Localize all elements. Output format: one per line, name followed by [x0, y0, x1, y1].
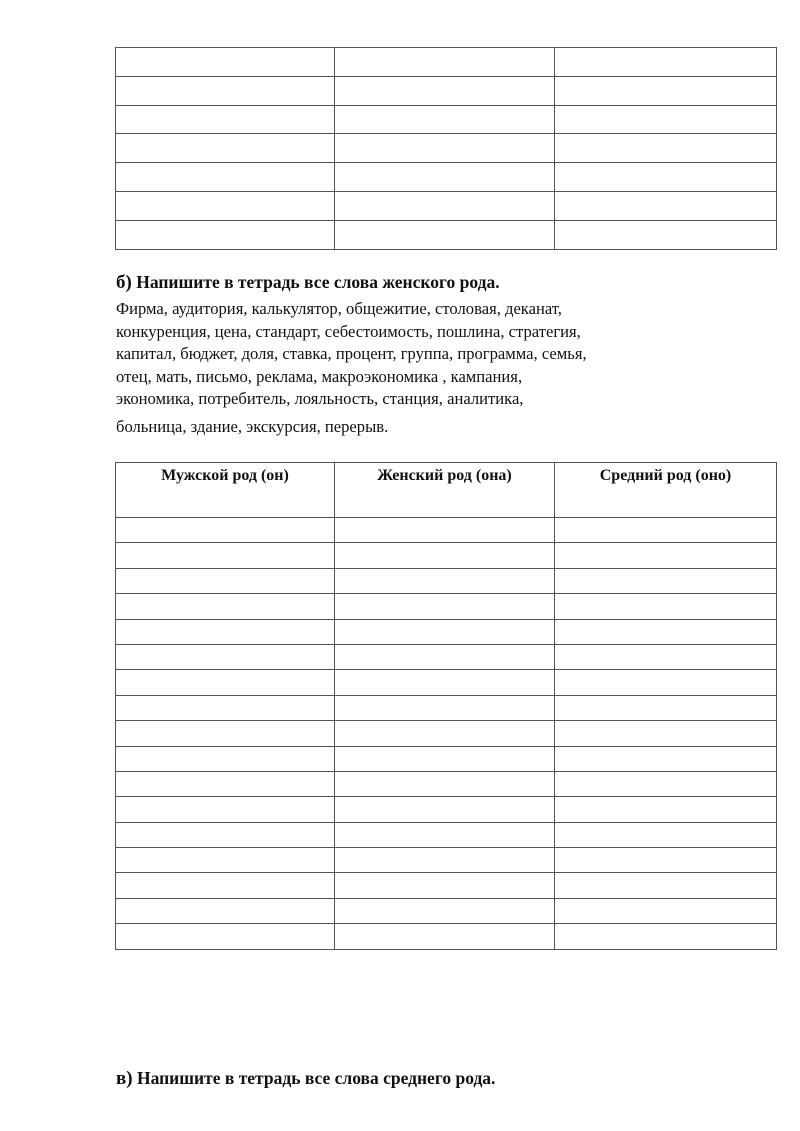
table-row — [116, 594, 777, 619]
table-row — [116, 76, 777, 105]
section-v-title: Напишите в тетрадь все слова среднего рода. — [136, 1068, 496, 1088]
table-cell[interactable] — [335, 191, 555, 220]
table-cell[interactable] — [335, 76, 555, 105]
table-cell[interactable] — [555, 134, 777, 163]
table-row — [116, 220, 777, 249]
table-cell[interactable] — [555, 518, 777, 543]
table-cell[interactable] — [335, 644, 555, 669]
table-cell[interactable] — [116, 797, 335, 822]
table-cell[interactable] — [116, 695, 335, 720]
section-v-letter: в) — [116, 1068, 133, 1089]
table-cell[interactable] — [555, 594, 777, 619]
table-cell[interactable] — [116, 619, 335, 644]
table-cell[interactable] — [335, 924, 555, 949]
section-b-heading — [116, 272, 500, 294]
table-cell[interactable] — [335, 695, 555, 720]
table-cell[interactable] — [116, 163, 335, 192]
table-cell[interactable] — [335, 48, 555, 77]
table-cell[interactable] — [116, 873, 335, 898]
table-row — [116, 670, 777, 695]
table-row — [116, 924, 777, 949]
section-b-title: Напишите в тетрадь все слова женского рода. — [136, 272, 500, 292]
word-line: Фирма, аудитория, калькулятор, общежитие, столовая, деканат, — [116, 299, 562, 318]
section-b-letter: б) — [116, 272, 132, 293]
table-row — [116, 848, 777, 873]
table-cell[interactable] — [116, 746, 335, 771]
table-cell[interactable] — [116, 822, 335, 847]
table-cell[interactable] — [116, 220, 335, 249]
table-cell[interactable] — [555, 163, 777, 192]
table-cell[interactable] — [555, 191, 777, 220]
table-cell[interactable] — [116, 898, 335, 923]
table-cell[interactable] — [555, 76, 777, 105]
table-cell[interactable] — [335, 543, 555, 568]
table-cell[interactable] — [555, 797, 777, 822]
table-cell[interactable] — [335, 670, 555, 695]
table-cell[interactable] — [335, 568, 555, 593]
table-cell[interactable] — [335, 771, 555, 796]
table-cell[interactable] — [555, 568, 777, 593]
table-cell[interactable] — [335, 594, 555, 619]
table-cell[interactable] — [116, 594, 335, 619]
table-row — [116, 163, 777, 192]
top-table-body — [116, 48, 777, 250]
section-v-heading — [116, 1068, 495, 1090]
table-cell[interactable] — [116, 134, 335, 163]
gender-table-body — [116, 463, 777, 950]
table-cell[interactable] — [116, 670, 335, 695]
table-row — [116, 822, 777, 847]
header-neuter: Средний род (оно) — [555, 463, 777, 518]
table-row — [116, 644, 777, 669]
table-cell[interactable] — [116, 568, 335, 593]
table-cell[interactable] — [116, 48, 335, 77]
table-header-row — [116, 463, 777, 518]
table-cell[interactable] — [555, 644, 777, 669]
table-row — [116, 746, 777, 771]
table-cell[interactable] — [335, 898, 555, 923]
table-row — [116, 105, 777, 134]
table-cell[interactable] — [555, 746, 777, 771]
word-line: экономика, потребитель, лояльность, станция, аналитика, — [116, 389, 524, 409]
word-line: конкуренция, цена, стандарт, себестоимость, пошлина, стратегия, — [116, 321, 581, 341]
table-cell[interactable] — [335, 518, 555, 543]
table-cell[interactable] — [335, 105, 555, 134]
table-cell[interactable] — [335, 220, 555, 249]
word-line: отец, мать, письмо, реклама, макроэкономика , кампания, — [116, 366, 523, 386]
table-cell[interactable] — [555, 105, 777, 134]
table-row — [116, 191, 777, 220]
table-row — [116, 568, 777, 593]
table-cell[interactable] — [555, 848, 777, 873]
table-cell[interactable] — [555, 721, 777, 746]
table-cell[interactable] — [335, 163, 555, 192]
table-cell[interactable] — [555, 695, 777, 720]
table-cell[interactable] — [555, 822, 777, 847]
table-cell[interactable] — [555, 48, 777, 77]
table-cell[interactable] — [335, 822, 555, 847]
table-cell[interactable] — [116, 721, 335, 746]
table-cell[interactable] — [555, 543, 777, 568]
table-row — [116, 695, 777, 720]
table-row — [116, 898, 777, 923]
table-cell[interactable] — [335, 134, 555, 163]
table-cell[interactable] — [116, 518, 335, 543]
table-cell[interactable] — [335, 619, 555, 644]
table-cell[interactable] — [335, 873, 555, 898]
table-row — [116, 797, 777, 822]
table-cell[interactable] — [116, 191, 335, 220]
table-row — [116, 543, 777, 568]
table-cell[interactable] — [335, 746, 555, 771]
table-cell[interactable] — [116, 771, 335, 796]
table-row — [116, 518, 777, 543]
table-cell[interactable] — [116, 76, 335, 105]
table-cell[interactable] — [555, 619, 777, 644]
word-line: больница, здание, экскурсия, перерыв. — [116, 416, 389, 436]
table-cell[interactable] — [335, 848, 555, 873]
table-cell[interactable] — [335, 797, 555, 822]
table-row — [116, 48, 777, 77]
table-row — [116, 873, 777, 898]
table-cell[interactable] — [555, 873, 777, 898]
table-cell[interactable] — [555, 924, 777, 949]
table-row — [116, 619, 777, 644]
table-cell[interactable] — [555, 771, 777, 796]
gender-table — [115, 462, 777, 950]
word-list — [116, 298, 756, 439]
table-row — [116, 134, 777, 163]
table-cell[interactable] — [335, 721, 555, 746]
header-feminine: Женский род (она) — [335, 463, 555, 518]
table-cell[interactable] — [116, 543, 335, 568]
table-row — [116, 721, 777, 746]
header-masculine: Мужской род (он) — [116, 463, 335, 518]
table-cell[interactable] — [555, 898, 777, 923]
table-cell[interactable] — [116, 105, 335, 134]
word-line: капитал, бюджет, доля, ставка, процент, группа, программа, семья, — [116, 344, 587, 364]
table-cell[interactable] — [116, 644, 335, 669]
table-cell[interactable] — [116, 848, 335, 873]
table-cell[interactable] — [116, 924, 335, 949]
table-cell[interactable] — [555, 670, 777, 695]
table-row — [116, 771, 777, 796]
table-cell[interactable] — [555, 220, 777, 249]
top-empty-table — [115, 47, 777, 250]
